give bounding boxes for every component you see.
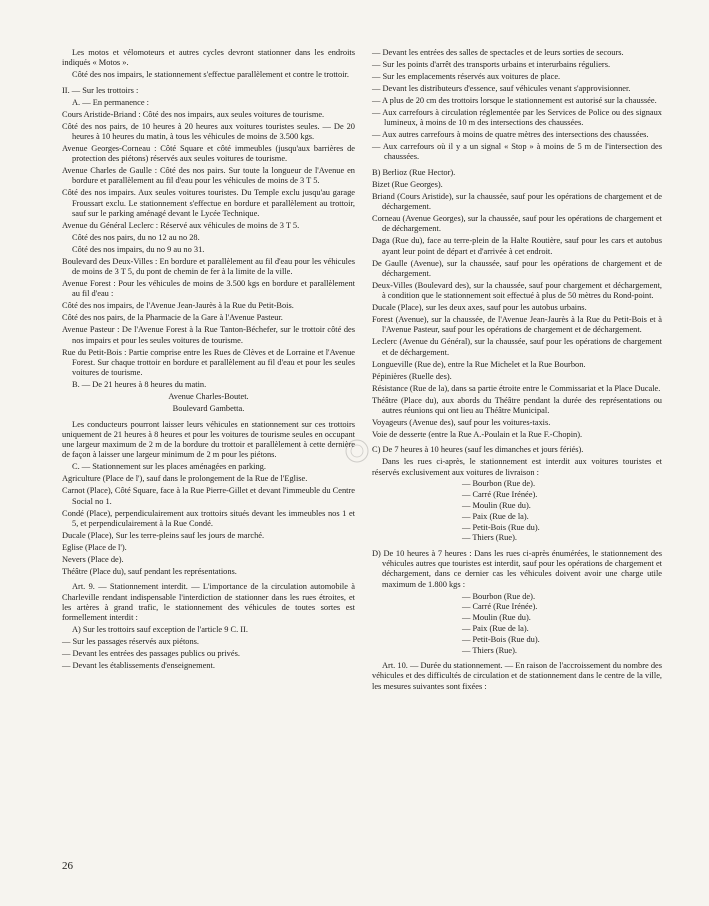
paragraph: Théâtre (Place du), aux abords du Théâtre pendant la durée des représentations ou autres réunions qui ont lieu au Théâtre Municipal. [372, 395, 662, 415]
paragraph: Avenue Forest : Pour les véhicules de moins de 3.500 kgs en bordure et parallèlement au fil d'eau : [62, 279, 355, 299]
paragraph: De Gaulle (Avenue), sur la chaussée, sauf pour les opérations de chargement et de déchargement. [372, 258, 662, 278]
paragraph: Pépinières (Ruelle des). [372, 371, 452, 381]
paragraph: Avenue Pasteur : De l'Avenue Forest à la Rue Tanton-Béchefer, sur le trottoir côté des nos impairs et pour les seules voitures de tourisme. [62, 325, 355, 345]
paragraph: — Thiers (Rue). [462, 533, 517, 543]
paragraph: Forest (Avenue), sur la chaussée, de l'Avenue Jean-Jaurès à la Rue du Petit-Bois et à l'Avenue Pasteur, sauf pour les opérations de chargement et de déchargement. [372, 315, 662, 335]
paragraph: Rue du Petit-Bois : Partie comprise entre les Rues de Clèves et de Lorraine et l'Avenue Forest. Sur chaque trottoir en bordure et parallèlement au fil d'eau et pour les seules voitures de tourisme. [62, 347, 355, 378]
paragraph: Briand (Cours Aristide), sur la chaussée, sauf pour les opérations de chargement et de déchargement. [372, 191, 662, 212]
paragraph: Eglise (Place de l'). [62, 542, 127, 552]
paragraph: Art. 10. — Durée du stationnement. — En raison de l'accroissement du nombre des véhicules et des difficultés de circulation et de stationnement dans le centre de la ville, les mesures suivantes sont fixées : [372, 660, 662, 691]
paragraph: — Sur les passages réservés aux piétons. [62, 637, 199, 647]
paragraph: Carnot (Place), Côté Square, face à la Rue Pierre-Gillet et devant l'immeuble du Centre Social no 1. [62, 486, 355, 506]
paragraph: — Aux carrefours à circulation réglementée par les Services de Police ou des signaux lumineux, à moins de 10 m des intersections des chaussées. [372, 107, 662, 128]
paragraph: Cours Aristide-Briand : Côté des nos impairs, aux seules voitures de tourisme. [62, 109, 325, 119]
paragraph: Avenue du Général Leclerc : Réservé aux véhicules de moins de 3 T 5. [62, 220, 300, 230]
paragraph: Avenue Georges-Corneau : Côté Square et côté immeubles (jusqu'aux barrières de protection des piétons) réservés aux seules voitures de tourisme. [62, 143, 355, 164]
paragraph: A. — En permanence : [72, 97, 149, 107]
paragraph: B. — De 21 heures à 8 heures du matin. [72, 380, 207, 390]
paragraph: — Paix (Rue de la). [462, 624, 529, 634]
paragraph: Corneau (Avenue Georges), sur la chaussée, sauf pour les opérations de chargement et de déchargement. [372, 214, 662, 234]
paragraph: Théâtre (Place du), sauf pendant les représentations. [62, 566, 237, 576]
paragraph: — Moulin (Rue du). [462, 613, 531, 623]
paragraph: A) Sur les trottoirs sauf exception de l'article 9 C. II. [72, 625, 248, 635]
paragraph: Longueville (Rue de), entre la Rue Michelet et la Rue Bourbon. [372, 359, 586, 369]
paragraph: — Aux autres carrefours à moins de quatre mètres des intersections des chaussées. [372, 130, 649, 140]
paragraph: — Devant les distributeurs d'essence, sauf véhicules venant s'approvisionner. [372, 83, 631, 93]
paragraph: — Moulin (Rue du). [462, 501, 531, 511]
paragraph: Nevers (Place de). [62, 554, 124, 564]
paragraph: Côté des nos pairs, de la Pharmacie de la Gare à l'Avenue Pasteur. [62, 313, 283, 323]
paragraph: — Petit-Bois (Rue du). [462, 634, 540, 644]
paragraph: — Bourbon (Rue de). [462, 479, 536, 489]
paragraph: — Devant les entrées des salles de spectacles et de leurs sorties de secours. [372, 48, 624, 57]
paragraph: — Petit-Bois (Rue du). [462, 522, 540, 532]
paragraph: — Devant les établissements d'enseignement. [62, 661, 215, 671]
paragraph: Agriculture (Place de l'), sauf dans le prolongement de la Rue de l'Eglise. [62, 474, 308, 484]
paragraph: B) Berlioz (Rue Hector). [372, 167, 456, 177]
paragraph: II. — Sur les trottoirs : [62, 85, 139, 95]
paragraph: D) De 10 heures à 7 heures : Dans les rues ci-après énumérées, le stationnement des véhicules autres que touristes est interdit, sauf pour les opérations de chargement et déchargement, dans ce dernier cas les véhicules doivent avoir une charge utile maximum de 1.800 kgs : [372, 548, 662, 589]
paragraph: — A plus de 20 cm des trottoirs lorsque le stationnement est autorisé sur la chaussée. [372, 95, 657, 105]
paragraph: — Sur les points d'arrêt des transports urbains et interurbains réguliers. [372, 59, 611, 69]
paragraph: Ducale (Place), sur les deux axes, sauf pour les autobus urbains. [372, 303, 587, 313]
paragraph: Côté des nos pairs, de 10 heures à 20 heures aux voitures touristes seules. — De 20 heures à 10 heures du matin, à tous les véhicules de moins de 3.500 kgs. [62, 121, 355, 141]
paragraph: — Aux carrefours où il y a un signal « Stop » à moins de 5 m de l'intersection des chaussées. [372, 142, 662, 162]
paragraph: Côté des nos impairs, le stationnement s'effectue parallèlement et contre le trottoir. [72, 70, 349, 80]
left-column [62, 48, 355, 673]
paragraph: — Carré (Rue Irénée). [462, 602, 538, 612]
paragraph: Les conducteurs pourront laisser leurs véhicules en stationnement sur ces trottoirs uniquement de 21 heures à 8 heures et pour les voitures de tourisme seules en occupant une largeur maximum de 2 m de la bordure du trottoir et parallèlement à cette dernière de façon à laisser une largeur minimum de 2 m pour les piétons. [62, 419, 355, 460]
paragraph: — Carré (Rue Irénée). [462, 490, 538, 500]
paragraph: Condé (Place), perpendiculairement aux trottoirs situés devant les immeubles nos 1 et 5, et perpendiculairement à la Rue Condé. [62, 508, 355, 528]
paragraph: Voyageurs (Avenue des), sauf pour les voitures-taxis. [372, 417, 551, 427]
paragraph: Daga (Rue du), face au terre-plein de la Halte Routière, sauf pour les cars et autobus ayant leur point de départ et d'arrivée à cet endroit. [372, 236, 662, 256]
paragraph: Les motos et vélomoteurs et autres cycles devront stationner dans les endroits indiqués « Motos ». [62, 48, 355, 68]
paragraph: Avenue Charles-Boutet. [168, 392, 249, 402]
paragraph: Résistance (Rue de la), dans sa partie étroite entre le Commissariat et la Place Ducale. [372, 383, 661, 393]
stamp-watermark-icon [344, 438, 370, 464]
paragraph: Avenue Charles de Gaulle : Côté des nos pairs. Sur toute la longueur de l'Avenue en bordure et parallèlement au fil d'eau pour les véhicules de moins de 3 T 5. [62, 166, 355, 186]
paragraph: Bizet (Rue Georges). [372, 179, 443, 189]
paragraph: Côté des nos pairs, du no 12 au no 28. [72, 232, 200, 242]
paragraph: Voie de desserte (entre la Rue A.-Poulain et la Rue F.-Chopin). [372, 429, 583, 439]
page-number: 26 [62, 860, 73, 872]
paragraph: Boulevard Gambetta. [172, 404, 245, 414]
paragraph: Côté des nos impairs. Aux seules voitures touristes. Du Temple exclu jusqu'au garage Froussart exclu. Le stationnement s'effectue en bordure et parallèlement au trottoir, sauf sur le parking aménagé devant le Lycée Technique. [62, 188, 355, 218]
paragraph: Côté des nos impairs, du no 9 au no 31. [72, 244, 205, 254]
paragraph: Boulevard des Deux-Villes : En bordure et parallèlement au fil d'eau pour les véhicules de moins de 3 T 5, du pont de chemin de fer à la limite de la ville. [62, 256, 355, 277]
paragraph: Côté des nos impairs, de l'Avenue Jean-Jaurès à la Rue du Petit-Bois. [62, 301, 294, 311]
paragraph: — Sur les emplacements réservés aux voitures de place. [372, 71, 561, 81]
paragraph: C. — Stationnement sur les places aménagées en parking. [72, 462, 266, 472]
paragraph: Leclerc (Avenue du Général), sur la chaussée, sauf pour les opérations de chargement et de déchargement. [372, 337, 662, 357]
paragraph: — Paix (Rue de la). [462, 511, 529, 521]
right-column [372, 48, 662, 694]
paragraph: Ducale (Place), Sur les terre-pleins sauf les jours de marché. [62, 530, 265, 540]
paragraph: — Thiers (Rue). [462, 645, 517, 655]
paragraph: Dans les rues ci-après, le stationnement est interdit aux voitures touristes et réservés exclusivement aux voitures de livraison : [372, 457, 662, 477]
paragraph: Art. 9. — Stationnement interdit. — L'importance de la circulation automobile à Charleville rendant indispensable l'interdiction de stationner dans les rues étroites, et les artères à grand trafic, le stationnement des véhicules de toutes sortes est formellement interdit : [62, 582, 355, 623]
paragraph: C) De 7 heures à 10 heures (sauf les dimanches et jours fériés). [372, 445, 584, 455]
paragraph: Deux-Villes (Boulevard des), sur la chaussée, sauf pour chargement et déchargement, à condition que le stationnement soit effectué à plus de 50 mètres du Rond-point. [372, 280, 662, 301]
paragraph: — Devant les entrées des passages publics ou privés. [62, 649, 240, 659]
paragraph: — Bourbon (Rue de). [462, 591, 536, 601]
